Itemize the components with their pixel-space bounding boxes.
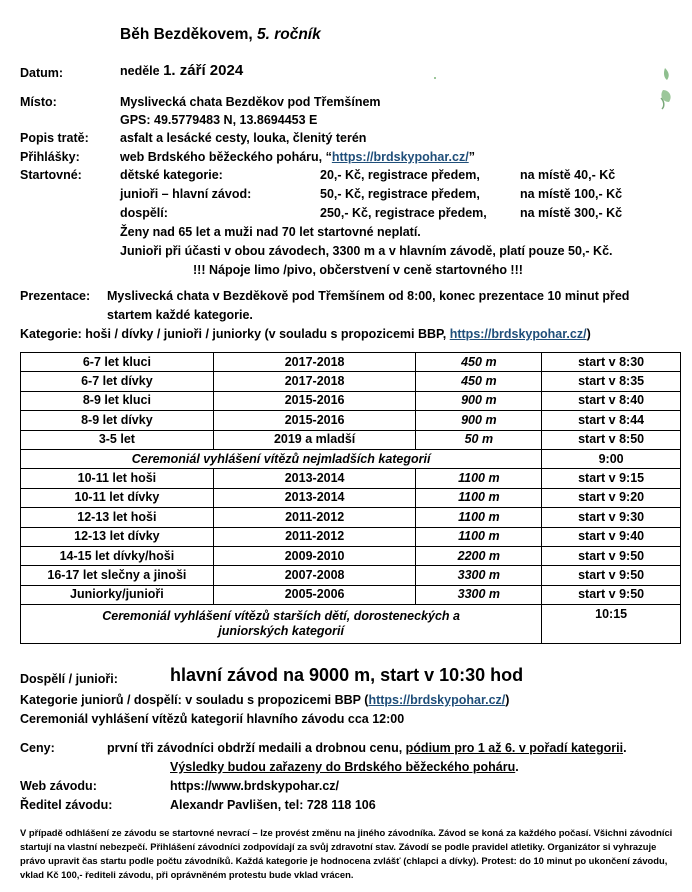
place-value: Myslivecká chata Bezděkov pod Třemšínem	[120, 95, 381, 109]
years-cell: 2017-2018	[213, 353, 416, 372]
years-cell: 2011-2012	[213, 508, 416, 527]
categories-line	[20, 327, 591, 341]
footnote: V případě odhlášení ze závodu se startovné nevrací – lze provést změnu na jiného závodníka. Závod se koná za každého počasí. Všichni závodníci startují na vlastní nebezpečí. Přihlášení závodníci zodpovídají za svůj zdravotní stav. Závodí se podle pravidel atletiky. Organizátor si vyhrazuje právo upravit čas startu podle počtu závodníků. Každá kategorie je hodnocena zvlášť (chlapci a dívky). Protest: do 10 minut po ukončení závodu, vklad Kč 100,- řediteli závodu, při oprávněném protestu bude vklad vrácen.	[20, 827, 673, 880]
fee-note: Ženy nad 65 let a muži nad 70 let startovné neplatí.	[120, 225, 421, 239]
ceremony-row	[21, 449, 681, 468]
categories-suffix: )	[586, 327, 591, 341]
start-cell: start v 8:40	[542, 391, 681, 410]
table-row	[21, 372, 681, 391]
start-cell: start v 9:30	[542, 508, 681, 527]
registration-label: Přihlášky:	[20, 150, 80, 164]
years-cell: 2013-2014	[213, 488, 416, 507]
start-cell: start v 9:40	[542, 527, 681, 546]
table-row	[21, 411, 681, 430]
registration-prefix: web Brdského běžeckého poháru, “	[120, 150, 332, 164]
start-cell: start v 8:50	[542, 430, 681, 449]
results-text: Výsledky budou zařazeny do Brdského běžeckého poháru	[170, 760, 516, 774]
category-cell: 6-7 let dívky	[21, 372, 214, 391]
fee-presale: 20,- Kč, registrace předem,	[320, 168, 480, 182]
years-cell: 2013-2014	[213, 469, 416, 488]
table-row	[21, 353, 681, 372]
refreshment-note: !!! Nápoje limo /pivo, občerstvení v ceně startovného !!!	[193, 263, 523, 277]
place-label: Místo:	[20, 95, 57, 109]
fee-onsite: na místě 40,- Kč	[520, 168, 616, 182]
categories-link[interactable]: https://brdskypohar.cz/	[449, 327, 587, 341]
years-cell: 2009-2010	[213, 546, 416, 565]
table-row	[21, 488, 681, 507]
categories-text: Kategorie: hoši / dívky / junioři / juniorky (v souladu s propozicemi BBP,	[20, 327, 450, 341]
table-row	[21, 469, 681, 488]
category-cell: 10-11 let hoši	[21, 469, 214, 488]
ceremony-row	[21, 605, 681, 644]
fee-presale: 50,- Kč, registrace předem,	[320, 187, 480, 201]
route-value: asfalt a lesácké cesty, louka, členitý terén	[120, 131, 367, 145]
distance-cell: 1100 m	[416, 469, 542, 488]
title-edition: 5. ročník	[256, 26, 321, 43]
fee-category: dětské kategorie:	[120, 168, 223, 182]
main-race-value: hlavní závod na 9000 m, start v 10:30 hod	[170, 665, 524, 685]
check-in-line: startem každé kategorie.	[107, 308, 253, 322]
place-gps: GPS: 49.5779483 N, 13.8694453 E	[120, 113, 318, 127]
table-row	[21, 527, 681, 546]
main-ceremony: Ceremoniál vyhlášení vítězů kategorií hlavního závodu cca 12:00	[20, 712, 405, 726]
category-cell: 12-13 let hoši	[21, 508, 214, 527]
years-cell: 2007-2008	[213, 566, 416, 585]
start-cell: start v 9:20	[542, 488, 681, 507]
category-cell: 16-17 let slečny a jinoši	[21, 566, 214, 585]
date-label: Datum:	[20, 66, 64, 80]
ceremony-time-cell: 9:00	[542, 449, 681, 468]
date-prefix: neděle	[120, 64, 160, 78]
category-cell: 14-15 let dívky/hoši	[21, 546, 214, 565]
web-value[interactable]: https://www.brdskypohar.cz/	[170, 779, 340, 793]
start-cell: start v 8:35	[542, 372, 681, 391]
start-cell: start v 8:30	[542, 353, 681, 372]
table-row	[21, 508, 681, 527]
date-line	[120, 62, 243, 79]
start-cell: start v 9:50	[542, 546, 681, 565]
dot-decoration	[434, 77, 436, 79]
fee-onsite: na místě 100,- Kč	[520, 187, 623, 201]
route-label: Popis tratě:	[20, 131, 89, 145]
years-cell: 2005-2006	[213, 585, 416, 604]
category-cell: Juniorky/junioři	[21, 585, 214, 604]
distance-cell: 3300 m	[416, 585, 542, 604]
start-cell: start v 9:50	[542, 585, 681, 604]
category-cell: 10-11 let dívky	[21, 488, 214, 507]
ceremony-time-cell: 10:15	[542, 605, 681, 644]
table-row	[21, 546, 681, 565]
ceremony-cell: Ceremoniál vyhlášení vítězů starších dětí, dorosteneckých a juniorských kategorií	[21, 605, 542, 644]
category-cell: 12-13 let dívky	[21, 527, 214, 546]
date-value: 1. září 2024	[163, 62, 244, 79]
title-main: Běh Bezděkovem,	[120, 26, 253, 43]
table-row	[21, 585, 681, 604]
table-row	[21, 391, 681, 410]
web-label: Web závodu:	[20, 779, 97, 793]
registration-value	[120, 150, 475, 164]
junior-categories-text: Kategorie juniorů / dospělí: v souladu s propozicemi BBP (	[20, 693, 369, 707]
category-cell: 8-9 let kluci	[21, 391, 214, 410]
start-cell: start v 9:15	[542, 469, 681, 488]
results-line	[170, 760, 519, 774]
main-race-label: Dospělí / junioři:	[20, 672, 118, 686]
check-in-line: Myslivecká chata v Bezděkově pod Třemšínem od 8:00, konec prezentace 10 minut před	[107, 289, 630, 303]
years-cell: 2011-2012	[213, 527, 416, 546]
registration-suffix: ”	[468, 150, 475, 164]
junior-categories-suffix: )	[505, 693, 510, 707]
check-in-label: Prezentace:	[20, 289, 91, 303]
distance-cell: 450 m	[416, 372, 542, 391]
results-period: .	[515, 760, 519, 774]
category-cell: 6-7 let kluci	[21, 353, 214, 372]
prizes-line	[107, 741, 627, 755]
distance-cell: 900 m	[416, 411, 542, 430]
category-cell: 8-9 let dívky	[21, 411, 214, 430]
distance-cell: 900 m	[416, 391, 542, 410]
years-cell: 2015-2016	[213, 411, 416, 430]
ceremony-cell: Ceremoniál vyhlášení vítězů nejmladších kategorií	[21, 449, 542, 468]
prizes-period: .	[623, 741, 627, 755]
prizes-text: první tři závodníci obdrží medaili a drobnou cenu,	[107, 741, 406, 755]
distance-cell: 1100 m	[416, 508, 542, 527]
years-cell: 2019 a mladší	[213, 430, 416, 449]
fee-category: dospělí:	[120, 206, 168, 220]
distance-cell: 450 m	[416, 353, 542, 372]
category-cell: 3-5 let	[21, 430, 214, 449]
years-cell: 2017-2018	[213, 372, 416, 391]
table-row	[21, 430, 681, 449]
category-table	[20, 352, 681, 644]
start-cell: start v 9:50	[542, 566, 681, 585]
fee-category: junioři – hlavní závod:	[120, 187, 252, 201]
fee-onsite: na místě 300,- Kč	[520, 206, 623, 220]
director-value: Alexandr Pavlišen, tel: 728 118 106	[170, 798, 376, 812]
director-label: Ředitel závodu:	[20, 798, 113, 812]
fee-note: Junioři při účasti v obou závodech, 3300 m a v hlavním závodě, platí pouze 50,- Kč.	[120, 244, 613, 258]
fee-presale: 250,- Kč, registrace předem,	[320, 206, 487, 220]
leaf-decoration-icon	[655, 66, 677, 110]
distance-cell: 1100 m	[416, 527, 542, 546]
podium-text: pódium pro 1 až 6. v pořadí kategorii	[405, 741, 624, 755]
page-title	[120, 26, 321, 44]
fee-label: Startovné:	[20, 168, 82, 182]
start-cell: start v 8:44	[542, 411, 681, 430]
junior-categories-line	[20, 693, 509, 707]
distance-cell: 2200 m	[416, 546, 542, 565]
years-cell: 2015-2016	[213, 391, 416, 410]
junior-categories-link[interactable]: https://brdskypohar.cz/	[368, 693, 506, 707]
distance-cell: 50 m	[416, 430, 542, 449]
table-row	[21, 566, 681, 585]
registration-link[interactable]: https://brdskypohar.cz/	[331, 150, 469, 164]
distance-cell: 1100 m	[416, 488, 542, 507]
distance-cell: 3300 m	[416, 566, 542, 585]
prizes-label: Ceny:	[20, 741, 55, 755]
